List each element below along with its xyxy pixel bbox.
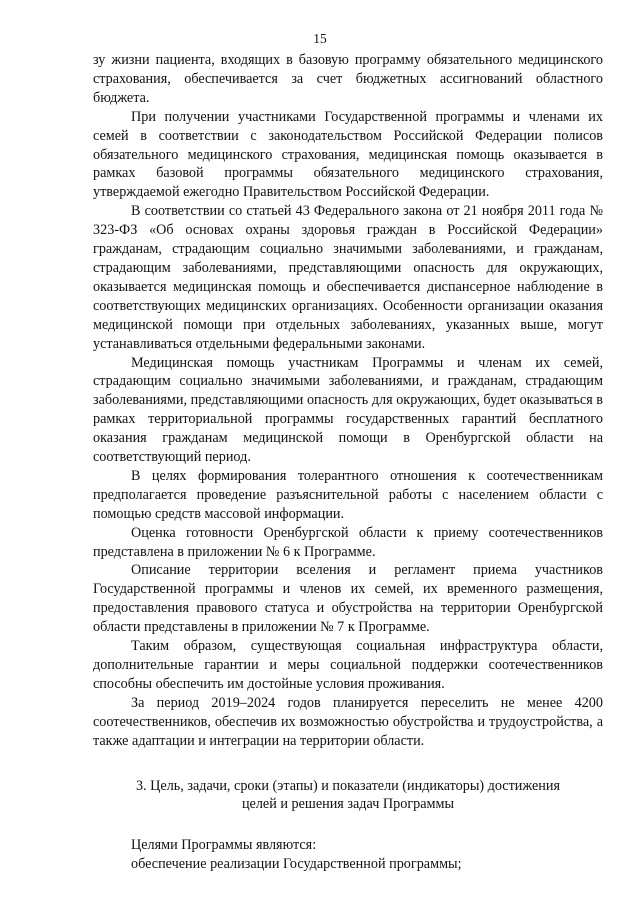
paragraph-federal-law-43: В соответствии со статьей 43 Федерального закона от 21 ноября 2011 года № 323-ФЗ «Об основах охраны здоровья граждан в Российской Федерации» гражданам, страдающим социально значимыми заболеваниями, и гражданам, страдающим заболеваниями, представляющими опасность для окружающих, оказывается медицинская помощь и обеспечивается диспансерное наблюдение в соответствующих медицинских организациях. Особенности организации оказания медицинской помощи при отдельных заболеваниях, указанных выше, могут устанавливаться отдельными федеральными законами. (93, 203, 603, 352)
paragraph-oms-policies: При получении участниками Государственной программы и членами их семей в соответствии с законодательством Российской Федерации полисов обязательного медицинского страхования, медицинская помощь оказывается в рамках базовой программы обязательного медицинского страхования, утверждаемой ежегодно Правительством Российской Федерации. (93, 108, 603, 201)
goals-intro: Целями Программы являются: (131, 837, 317, 854)
section-heading: 3. Цель, задачи, сроки (этапы) и показатели (индикаторы) достижения целей и решения задач Программы (135, 777, 561, 813)
paragraph-medical-care: Медицинская помощь участникам Программы и членам их семей, страдающим социально значимыми заболеваниями, и гражданам, страдающим заболеваниями, представляющими опасность для окружающих, будет оказываться в рамках территориальной программы государственных гарантий бесплатного оказания гражданам медицинской помощи в Оренбургской области на соответствующий период. (93, 354, 603, 466)
paragraph-resettlement-plan: За период 2019–2024 годов планируется переселить не менее 4200 соотечественников, обеспечив их возможностью обустройства и трудоустройства, а также адаптации и интеграции на территории области. (93, 694, 603, 749)
paragraph-readiness-appendix-6: Оценка готовности Оренбургской области к приему соотечественников представлена в приложении № 6 к Программе. (93, 524, 603, 560)
page-number: 15 (313, 31, 327, 46)
paragraph-tolerance: В целях формирования толерантного отношения к соотечественникам предполагается проведение разъяснительной работы с населением области с помощью средств массовой информации. (93, 467, 603, 522)
paragraph-territory-appendix-7: Описание территории вселения и регламент приема участников Государственной программы и членов их семей, их временного размещения, предоставления правового статуса и обустройства на территории Оренбургской области представлены в приложении № 7 к Программе. (93, 562, 603, 636)
document-body (93, 51, 603, 874)
paragraph-infrastructure: Таким образом, существующая социальная инфраструктура области, дополнительные гарантии и меры социальной поддержки соотечественников способны обеспечить им достойные условия проживания. (93, 638, 603, 692)
paragraph-continuation: зу жизни пациента, входящих в базовую программу обязательного медицинского страхования, обеспечивается за счет бюджетных ассигнований областного бюджета. (93, 52, 603, 106)
goals-item: обеспечение реализации Государственной программы; (131, 856, 462, 873)
